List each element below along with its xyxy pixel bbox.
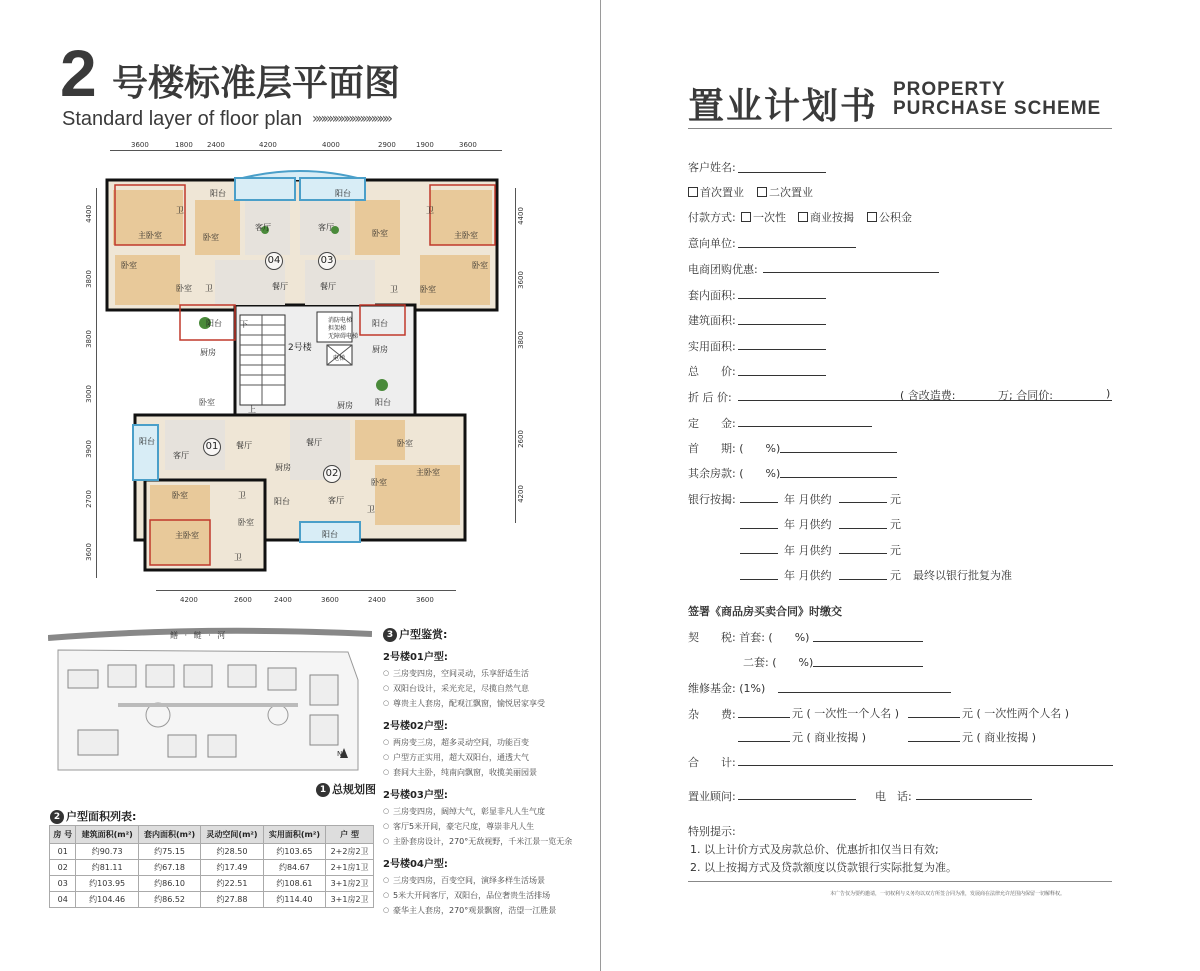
discount-note-1: ( 含改造费: [900, 389, 956, 402]
deposit-label: 定 金: [688, 417, 736, 430]
bank-note: 最终以银行批复为准 [913, 569, 1012, 582]
table-cell: 3+1房2卫 [326, 892, 374, 908]
table-cell: 约103.65 [263, 844, 325, 860]
badge-3: 3 [383, 628, 397, 642]
year-monthly-label: 年 月供约 [784, 518, 832, 531]
fire-elevator-label: 消防电梯 [328, 317, 353, 324]
room-balcony-03: 阳台 [335, 189, 351, 198]
form-title-en-1: PROPERTY [893, 79, 1006, 100]
table-cell: 约104.46 [76, 892, 138, 908]
review-item: ○ 双阳台设计，采光充足，尽揽自然气息 [383, 681, 583, 696]
table-cell: 约108.61 [263, 876, 325, 892]
consultant-field[interactable] [738, 799, 856, 800]
dim-top-5: 4000 [322, 141, 340, 149]
room-bath-04b: 卫 [205, 284, 213, 293]
checkbox[interactable] [757, 187, 767, 197]
room-bedroom-02a: 卧室 [397, 439, 413, 448]
remaining-field[interactable] [780, 477, 897, 478]
pay-commercial-label: 商业按揭 [810, 211, 854, 224]
review-heading: 户型鉴赏: [399, 628, 448, 641]
second-set-label: 二套: ( %) [743, 656, 814, 669]
table-cell: 约86.52 [138, 892, 200, 908]
room-kitchen-02: 厨房 [337, 401, 353, 410]
yuan-label: 元 [890, 493, 901, 506]
dim-left-1: 4400 [84, 205, 93, 223]
pay-once-option[interactable] [741, 209, 786, 225]
review-unit-name: 2号楼01户型: [383, 652, 448, 663]
site-plan-label [316, 781, 376, 797]
remaining-label: 其余房款: ( %) [688, 467, 781, 480]
room-master-01: 主卧室 [175, 531, 199, 540]
second-purchase-label: 二次置业 [769, 186, 813, 199]
room-bedroom-03b: 卧室 [472, 261, 488, 270]
accessible-elevator-label: 无障碍电梯 [328, 333, 359, 340]
misc-2-label: 元 ( 一次性两个人名 ) [962, 707, 1070, 720]
dim-top-1: 3600 [131, 141, 149, 149]
room-master-03: 主卧室 [454, 231, 478, 240]
dim-top-3: 2400 [207, 141, 225, 149]
north-label: N [337, 750, 343, 758]
room-dining-04: 餐厅 [272, 282, 288, 291]
table-cell: 03 [50, 876, 76, 892]
dim-right-4: 2600 [516, 430, 525, 448]
dim-top-6: 2900 [378, 141, 396, 149]
unit-number-04: 04 [265, 252, 283, 270]
sign-heading: 签署《商品房买卖合同》时缴交 [688, 605, 842, 618]
total-field[interactable] [738, 765, 1113, 766]
payment-method-label: 付款方式: [688, 211, 736, 224]
total-label: 合 计: [688, 756, 736, 769]
review-item: ○ 尊贵主人套房，配观江飘窗，愉悦居家享受 [383, 696, 583, 711]
first-purchase-option[interactable] [688, 184, 744, 200]
room-balcony-02: 阳台 [375, 398, 391, 407]
room-living-03: 客厅 [318, 223, 334, 232]
table-cell: 约17.49 [201, 860, 263, 876]
dim-left-5: 3900 [84, 440, 93, 458]
room-balcony-01: 阳台 [139, 437, 155, 446]
room-bedroom-01b: 卧室 [172, 491, 188, 500]
floor-plan-drawing [95, 140, 545, 600]
form-title: 置业计划书 [688, 86, 879, 127]
pay-fund-option[interactable] [867, 209, 912, 225]
page-subtitle: Standard layer of floor plan [62, 108, 303, 130]
misc-field-4[interactable] [908, 741, 960, 742]
river-label: 鳝 · 鲢 · 河 [170, 631, 228, 640]
table-cell: 约86.10 [138, 876, 200, 892]
table-cell: 约114.40 [263, 892, 325, 908]
mortgage-years-field[interactable] [740, 502, 778, 503]
usable-area-field[interactable] [738, 349, 826, 350]
review-item: ○ 户型方正实用，超大双阳台，通透大气 [383, 750, 583, 765]
pay-once-label: 一次性 [753, 211, 786, 224]
review-item: ○ 两房变三房，超多灵动空间，功能百变 [383, 735, 583, 750]
review-item: ○ 三房变四房，空间灵动，乐享舒适生活 [383, 666, 583, 681]
room-bedroom-04b: 卧室 [121, 261, 137, 270]
dim-top-7: 1900 [416, 141, 434, 149]
site-plan-map [48, 620, 372, 800]
mortgage-years-field[interactable] [740, 579, 778, 580]
misc-field-3[interactable] [738, 741, 790, 742]
misc-field-2[interactable] [908, 717, 960, 718]
col-header: 实用面积(m²) [263, 826, 325, 844]
maintenance-label: 维修基金: (1%) [688, 682, 766, 695]
table-cell: 01 [50, 844, 76, 860]
col-header: 户 型 [326, 826, 374, 844]
table-cell: 约81.11 [76, 860, 138, 876]
room-living-02: 客厅 [328, 496, 344, 505]
review-title [383, 626, 583, 642]
year-monthly-label: 年 月供约 [784, 544, 832, 557]
stair-down: 下 [240, 320, 248, 329]
down-payment-field[interactable] [780, 452, 897, 453]
discount-note-3: ) [1106, 387, 1111, 400]
dim-left-3: 3800 [84, 330, 93, 348]
room-kitchen-03: 厨房 [372, 345, 388, 354]
table-cell: 约90.73 [76, 844, 138, 860]
room-balcony-03b: 阳台 [372, 319, 388, 328]
site-plan-title: 总规划图 [332, 783, 376, 796]
first-purchase-label: 首次置业 [700, 186, 744, 199]
table-cell: 约27.88 [201, 892, 263, 908]
dim-right-2: 3600 [516, 271, 525, 289]
yuan-label: 元 [890, 544, 901, 557]
table-row [50, 860, 374, 876]
dim-bottom-3: 2400 [274, 596, 292, 604]
review-item: ○ 豪华主人套房，270°观景飘窗，浩望一江胜景 [383, 903, 583, 918]
tip-1: 1. 以上计价方式及房款总价、优惠折扣仅当日有效; [690, 843, 939, 856]
yuan-label: 元 [890, 518, 901, 531]
ecommerce-field[interactable] [763, 272, 939, 273]
title-number: 2 [60, 36, 97, 110]
dim-left-6: 2700 [84, 490, 93, 508]
room-bedroom-04c: 卧室 [176, 284, 192, 293]
dim-bottom-2: 2600 [234, 596, 252, 604]
deed-tax-first-field[interactable] [813, 641, 923, 642]
table-cell: 04 [50, 892, 76, 908]
mortgage-monthly-field[interactable] [839, 528, 887, 529]
review-unit-name: 2号楼03户型: [383, 790, 448, 801]
room-kitchen-04: 厨房 [200, 348, 216, 357]
elevator-label: 电梯 [333, 355, 346, 362]
room-bath-01b: 卫 [234, 553, 242, 562]
room-bedroom-03a: 卧室 [372, 229, 388, 238]
dim-left-7: 3600 [84, 543, 93, 561]
review-item: ○ 三房变四房，阔绰大气，彰显非凡人生气度 [383, 804, 583, 819]
mortgage-years-field[interactable] [740, 553, 778, 554]
unit-review [383, 626, 583, 918]
customer-name-label: 客户姓名: [688, 161, 736, 174]
mortgage-years-field[interactable] [740, 528, 778, 529]
room-bath-03b: 卫 [390, 285, 398, 294]
col-header: 灵动空间(m²) [201, 826, 263, 844]
table-row [50, 876, 374, 892]
review-item: ○ 客厅5米开间，豪宅尺度，尊崇非凡人生 [383, 819, 583, 834]
dim-bottom-1: 4200 [180, 596, 198, 604]
room-living-04: 客厅 [255, 223, 271, 232]
area-table-heading: 户型面积列表: [66, 810, 137, 823]
room-master-04: 主卧室 [138, 231, 162, 240]
checkbox[interactable] [798, 212, 808, 222]
second-purchase-option[interactable] [757, 184, 813, 200]
discount-note-2: 万; 合同价: [998, 389, 1053, 402]
review-item: ○ 主卧套房设计，270°无敌视野，千米江景一览无余 [383, 834, 583, 849]
col-header: 建筑面积(m²) [76, 826, 138, 844]
form-title-en-2: PURCHASE SCHEME [893, 98, 1102, 119]
dim-bottom-5: 2400 [368, 596, 386, 604]
room-dining-01: 餐厅 [236, 441, 252, 450]
maintenance-field[interactable] [778, 692, 951, 693]
col-header: 套内面积(m²) [138, 826, 200, 844]
build-area-field[interactable] [738, 324, 826, 325]
mortgage-label: 银行按揭: [688, 493, 736, 506]
room-balcony-04: 阳台 [210, 189, 226, 198]
tip-2: 2. 以上按揭方式及贷款额度以贷款银行实际批复为准。 [690, 861, 957, 874]
deed-tax-second-field[interactable] [813, 666, 923, 667]
page-title: 号楼标准层平面图 [112, 63, 401, 104]
table-row [50, 892, 374, 908]
table-cell: 02 [50, 860, 76, 876]
consultant-label: 置业顾问: [688, 790, 736, 803]
unit-number-03: 03 [318, 252, 336, 270]
dim-bottom-6: 3600 [416, 596, 434, 604]
misc-3-label: 元 ( 商业按揭 ) [792, 731, 867, 744]
room-bedroom-02b: 卧室 [371, 478, 387, 487]
room-bedroom-01c: 卧室 [238, 518, 254, 527]
room-bedroom-03c: 卧室 [420, 285, 436, 294]
table-cell: 2+1房1卫 [326, 860, 374, 876]
inner-area-label: 套内面积: [688, 289, 736, 302]
table-cell: 约84.67 [263, 860, 325, 876]
year-monthly-label: 年 月供约 [784, 493, 832, 506]
yuan-label: 元 [890, 569, 901, 582]
intended-unit-label: 意向单位: [688, 237, 736, 250]
dim-left-4: 3000 [84, 385, 93, 403]
room-master-02: 主卧室 [416, 468, 440, 477]
badge-1: 1 [316, 783, 330, 797]
stair-up: 上 [248, 405, 256, 414]
room-bath-01: 卫 [238, 491, 246, 500]
mortgage-monthly-field[interactable] [839, 553, 887, 554]
intended-unit-field[interactable] [738, 247, 856, 248]
table-row [50, 844, 374, 860]
checkbox[interactable] [867, 212, 877, 222]
disclaimer: 本广告仅为要约邀请，一切权利与义务均以双方所签合同为准，发展商在法律允许范围内保留一切解释权。 [830, 891, 1066, 897]
table-cell: 约28.50 [201, 844, 263, 860]
area-table-title [50, 808, 136, 824]
deposit-field[interactable] [738, 426, 872, 427]
table-cell: 约75.15 [138, 844, 200, 860]
review-item: ○ 三房变四房，百变空间，演绎多样生活场景 [383, 873, 583, 888]
usable-area-label: 实用面积: [688, 340, 736, 353]
room-balcony-02b: 阳台 [322, 530, 338, 539]
unit-number-02: 02 [323, 465, 341, 483]
pay-fund-label: 公积金 [879, 211, 912, 224]
dim-top-8: 3600 [459, 141, 477, 149]
room-bedroom-04a: 卧室 [203, 233, 219, 242]
room-kitchen-01: 厨房 [275, 463, 291, 472]
table-cell: 约22.51 [201, 876, 263, 892]
bottom-rule [688, 881, 1112, 882]
dim-right-3: 3800 [516, 331, 525, 349]
dim-right-1: 4400 [516, 207, 525, 225]
room-balcony-04b: 阳台 [206, 319, 222, 328]
room-bath-03: 卫 [426, 206, 434, 215]
review-unit-name: 2号楼04户型: [383, 859, 448, 870]
dim-top-4: 4200 [259, 141, 277, 149]
down-payment-label: 首 期: ( %) [688, 442, 781, 455]
dim-right-5: 4200 [516, 485, 525, 503]
misc-4-label: 元 ( 商业按揭 ) [962, 731, 1037, 744]
review-item: ○ 5米大开间客厅，双阳台，品位奢贵生活排场 [383, 888, 583, 903]
room-bedroom-01a: 卧室 [199, 398, 215, 407]
build-area-label: 建筑面积: [688, 314, 736, 327]
special-tips-label: 特别提示: [688, 825, 736, 838]
checkbox[interactable] [688, 187, 698, 197]
total-price-label: 总 价: [688, 365, 736, 378]
misc-1-label: 元 ( 一次性一个人名 ) [792, 707, 900, 720]
year-monthly-label: 年 月供约 [784, 569, 832, 582]
customer-name-field[interactable] [738, 172, 826, 173]
room-bath-04: 卫 [176, 206, 184, 215]
mortgage-monthly-field[interactable] [839, 579, 887, 580]
room-dining-03: 餐厅 [320, 282, 336, 291]
room-balcony-01b: 阳台 [274, 497, 290, 506]
col-header: 房 号 [50, 826, 76, 844]
total-price-field[interactable] [738, 375, 826, 376]
deed-tax-label: 契 税: 首套: ( %) [688, 631, 810, 644]
stretcher-elevator-label: 担架梯 [328, 325, 347, 332]
table-header-row [50, 826, 374, 844]
checkbox[interactable] [741, 212, 751, 222]
misc-fee-label: 杂 费: [688, 708, 736, 721]
misc-field-1[interactable] [738, 717, 790, 718]
page-divider [600, 0, 601, 971]
dim-left-2: 3800 [84, 270, 93, 288]
building-label: 2号楼 [288, 343, 312, 353]
phone-field[interactable] [916, 799, 1032, 800]
area-table [49, 825, 374, 908]
mortgage-monthly-field[interactable] [839, 502, 887, 503]
table-cell: 2+2房2卫 [326, 844, 374, 860]
chevron-decoration-icon: »»»»»»»»»»»»»» [312, 111, 390, 127]
table-cell: 约67.18 [138, 860, 200, 876]
room-living-01: 客厅 [173, 451, 189, 460]
pay-commercial-option[interactable] [798, 209, 854, 225]
ecommerce-label: 电商团购优惠: [688, 263, 758, 276]
discount-price-label: 折 后 价: [688, 391, 732, 404]
dim-top-2: 1800 [175, 141, 193, 149]
table-cell: 3+1房2卫 [326, 876, 374, 892]
phone-label: 电 话: [875, 790, 912, 803]
table-cell: 约103.95 [76, 876, 138, 892]
dim-bottom-4: 3600 [321, 596, 339, 604]
unit-number-01: 01 [203, 438, 221, 456]
review-unit-name: 2号楼02户型: [383, 721, 448, 732]
review-item: ○ 套间大主卧，纯南向飘窗，收揽美丽园景 [383, 765, 583, 780]
badge-2: 2 [50, 810, 64, 824]
room-bath-02: 卫 [367, 505, 375, 514]
room-dining-02: 餐厅 [306, 438, 322, 447]
inner-area-field[interactable] [738, 298, 826, 299]
title-rule [688, 128, 1112, 129]
